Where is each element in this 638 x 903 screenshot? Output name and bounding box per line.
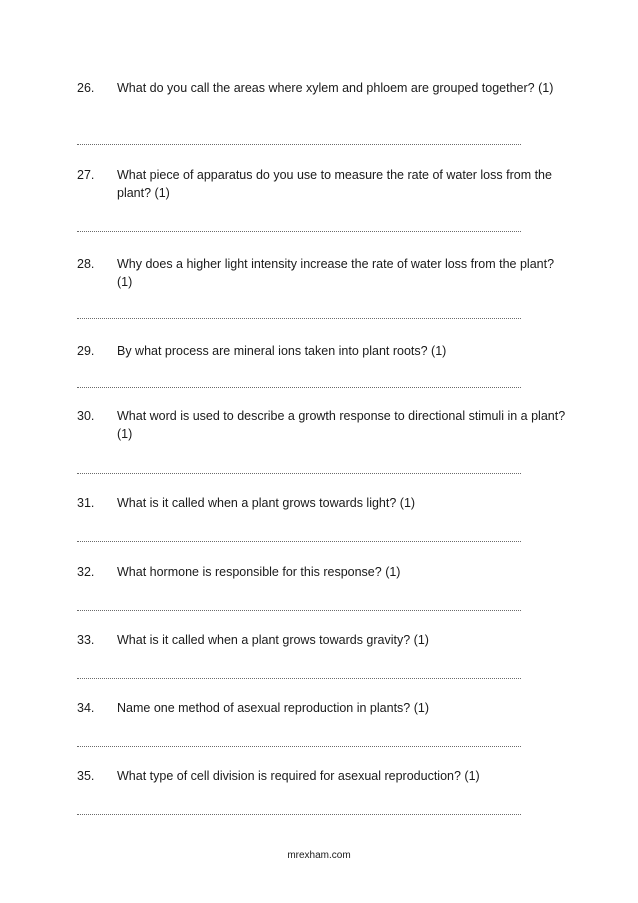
question-text: What type of cell division is required for asexual reproduction? (1) [117, 769, 480, 783]
footer-url: mrexham.com [287, 850, 351, 861]
question-30 [77, 407, 567, 443]
question-text: By what process are mineral ions taken into plant roots? (1) [117, 344, 447, 358]
question-text: What piece of apparatus do you use to measure the rate of water loss from the plant? (1) [117, 168, 552, 200]
question-number: 30. [77, 409, 95, 423]
question-31 [77, 494, 567, 512]
question-number: 28. [77, 257, 95, 271]
question-number: 34. [77, 701, 95, 715]
answer-line[interactable] [77, 473, 521, 474]
question-number: 26. [77, 81, 95, 95]
question-text: What is it called when a plant grows towards light? (1) [117, 496, 416, 510]
answer-line[interactable] [77, 678, 521, 679]
answer-line[interactable] [77, 610, 521, 611]
answer-line[interactable] [77, 231, 521, 232]
question-33 [77, 631, 567, 649]
question-number: 29. [77, 344, 95, 358]
question-28 [77, 255, 567, 291]
question-text: Why does a higher light intensity increase the rate of water loss from the plant? (1) [117, 257, 555, 289]
answer-line[interactable] [77, 541, 521, 542]
question-32 [77, 563, 567, 581]
question-number: 31. [77, 496, 95, 510]
question-26 [77, 79, 567, 97]
answer-line[interactable] [77, 387, 521, 388]
answer-line[interactable] [77, 318, 521, 319]
question-number: 35. [77, 769, 95, 783]
question-text: What hormone is responsible for this response? (1) [117, 565, 401, 579]
question-text: What word is used to describe a growth response to directional stimuli in a plant? (1) [117, 409, 566, 441]
question-number: 33. [77, 633, 95, 647]
answer-line[interactable] [77, 746, 521, 747]
question-number: 27. [77, 168, 95, 182]
question-27 [77, 166, 567, 202]
answer-line[interactable] [77, 814, 521, 815]
question-34 [77, 699, 567, 717]
question-text: What is it called when a plant grows towards gravity? (1) [117, 633, 429, 647]
question-text: What do you call the areas where xylem and phloem are grouped together? (1) [117, 81, 554, 95]
question-35 [77, 767, 567, 785]
question-29 [77, 342, 567, 360]
question-number: 32. [77, 565, 95, 579]
question-text: Name one method of asexual reproduction in plants? (1) [117, 701, 429, 715]
answer-line[interactable] [77, 144, 521, 145]
